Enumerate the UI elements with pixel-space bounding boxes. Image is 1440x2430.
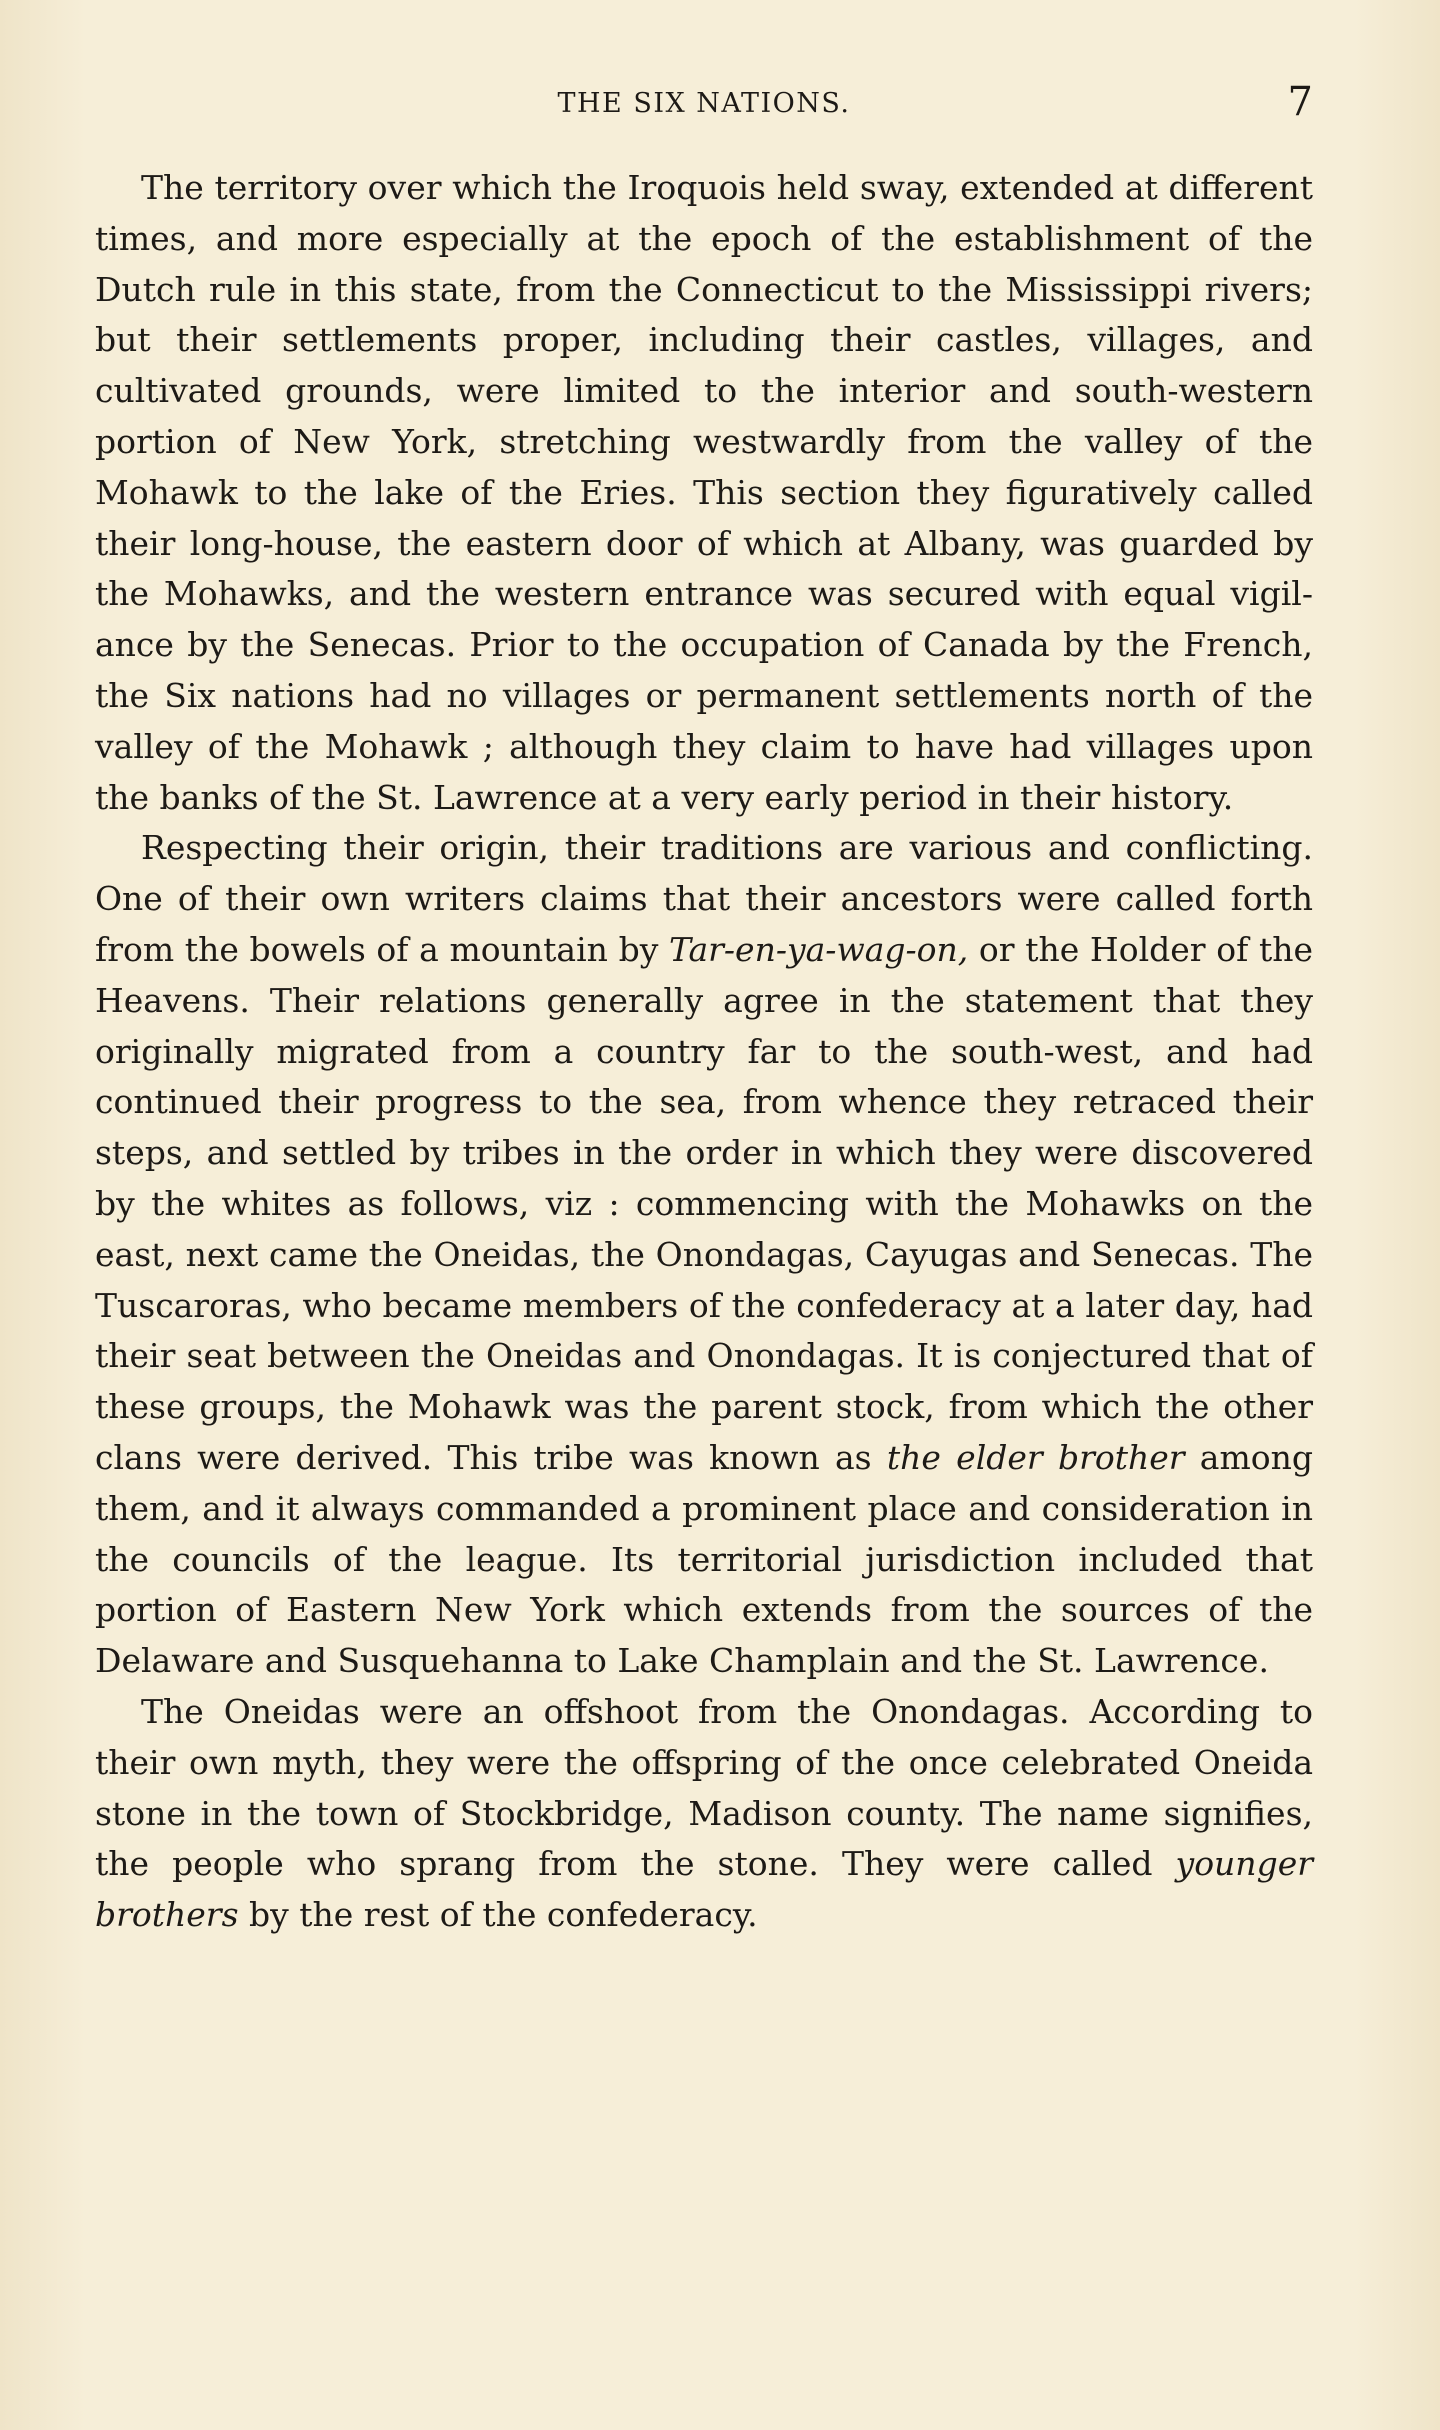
paragraph-iroquois-territory	[95, 163, 1313, 823]
text-run: The territory over which the Iroquois held sway, extended at different times, and more especially at the epoch of the establishment of the Dutch rule in this state, from the Connecticut to the Mississippi rivers; but their settlements proper, including their castles, villages, and cultivated grounds, were limited to the interior and south-western portion of New York, stretching westwardly from the valley of the Mohawk to the lake of the Eries. This section they figuratively called their long-house, the eastern door of which at Albany, was guarded by the Mohawks, and the western entrance was secured with equal vigilance by the Senecas. Prior to the occupation of Canada by the French, the Six nations had no villages or permanent settlements north of the valley of the Mohawk ; although they claim to have had villages upon the banks of the St. Lawrence at a very early period in their history.	[95, 168, 1313, 817]
text-run: among them, and it always commanded a prominent place and consideration in the councils of the league. Its territorial jurisdiction included that portion of Eastern New York which extends from the sources of the Delaware and Susquehanna to Lake Champlain and the St. Lawrence.	[95, 1437, 1313, 1681]
paragraph-oneidas	[95, 1687, 1313, 1941]
page-number: 7	[1287, 79, 1313, 125]
text-run: Respecting their origin, their traditions are various and conflicting. One of their own writers claims that their ancestors were called forth from the bowels of a mountain by	[95, 828, 1313, 969]
text-run: The Oneidas were an offshoot from the Onondagas. According to their own myth, they were the offspring of the once celebrated Oneida stone in the town of Stockbridge, Madison county. The name signifies, the people who sprang from the stone. They were called	[95, 1691, 1313, 1884]
running-head	[95, 79, 1313, 126]
text-run: by the rest of the confederacy.	[238, 1895, 758, 1935]
italic-term: the elder brother	[886, 1437, 1185, 1477]
body-text	[95, 163, 1313, 1941]
italic-term: Tar-en-ya-wag-on,	[669, 929, 969, 969]
italic-term: younger brothers	[95, 1844, 1313, 1935]
paragraph-origin-traditions	[95, 823, 1313, 1687]
text-run: or the Holder of the Heavens. Their relations generally agree in the statement that they originally migrated from a country far to the south-west, and had continued their progress to the sea, from whence they retraced their steps, and settled by tribes in the order in which they were discovered by the whites as follows, viz : commencing with the Mohawks on the east, next came the Oneidas, the Onondagas, Cayugas and Senecas. The Tuscaroras, who became members of the confederacy at a later day, had their seat between the Oneidas and Onondagas. It is conjectured that of these groups, the Mohawk was the parent stock, from which the other clans were derived. This tribe was known as	[95, 929, 1314, 1477]
running-title: THE SIX NATIONS.	[557, 88, 851, 119]
